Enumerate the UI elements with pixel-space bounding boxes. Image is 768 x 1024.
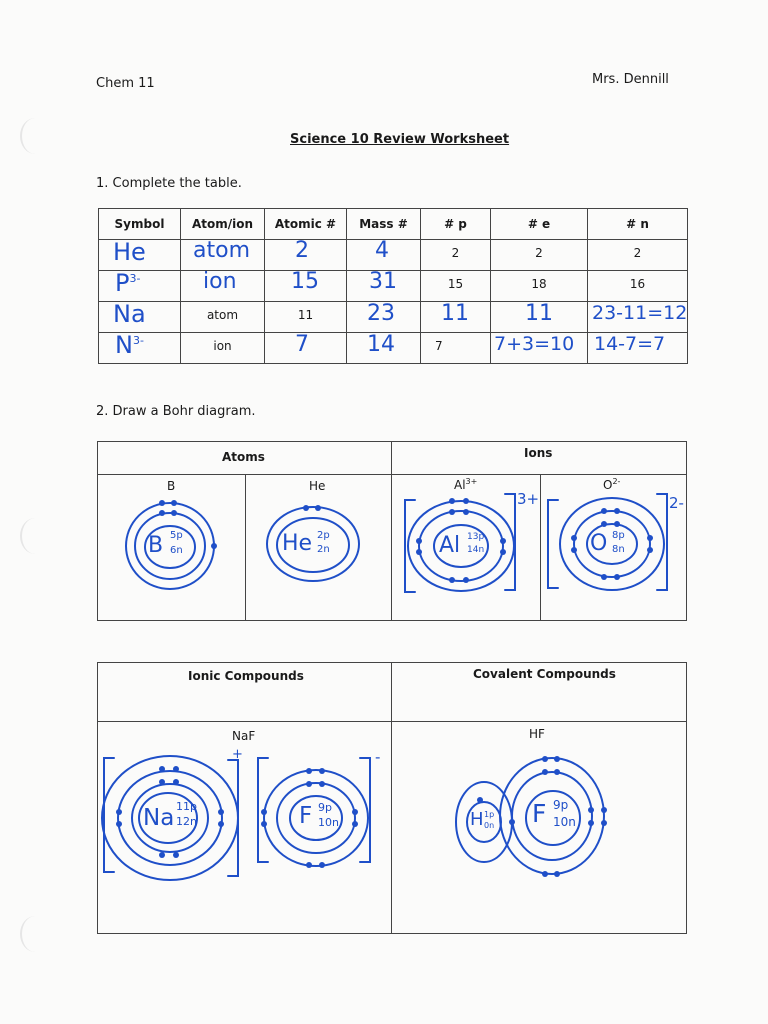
electron-dot: [463, 498, 469, 504]
electron-dot: [449, 509, 455, 515]
ionic-compounds-header: Ionic Compounds: [188, 669, 304, 683]
atomic-value: 11: [297, 308, 314, 322]
boron-neutrons: 6n: [170, 545, 183, 556]
oxide-charge: 2-: [669, 494, 684, 512]
covalent-compounds-header: Covalent Compounds: [473, 667, 616, 681]
handwritten-neutrons: 23-11=12: [592, 302, 688, 324]
electron-dot: [211, 543, 217, 549]
electron-dot: [218, 809, 224, 815]
question-2-prompt: 2. Draw a Bohr diagram.: [96, 404, 256, 419]
electron-dot: [571, 547, 577, 553]
column-header: # n: [588, 209, 688, 240]
electron-dot: [614, 508, 620, 514]
electron-dot: [588, 820, 594, 826]
electron-dot: [614, 521, 620, 527]
electrons-value: 18: [531, 277, 547, 291]
handwritten-atom-ion: atom: [193, 238, 250, 263]
electron-dot: [500, 538, 506, 544]
electron-dot: [571, 535, 577, 541]
sodium-protons: 11p: [176, 800, 197, 813]
protons-value: 15: [447, 277, 464, 291]
helium-bohr-diagram: [267, 507, 359, 581]
electron-dot: [173, 779, 179, 785]
electron-dot: [303, 505, 309, 511]
handwritten-electrons: 11: [525, 301, 553, 326]
electron-dot: [261, 809, 267, 815]
electron-dot: [171, 500, 177, 506]
handwritten-electrons: 7+3=10: [494, 333, 575, 355]
electron-dot: [352, 809, 358, 815]
oxide-protons: 8p: [612, 530, 625, 541]
electron-dot: [449, 498, 455, 504]
helium-nucleus-symbol: He: [282, 531, 313, 556]
electron-dot: [319, 781, 325, 787]
neutrons-value: 2: [633, 246, 642, 260]
hydrogen-neutrons: 0n: [484, 821, 495, 830]
fluoride-nucleus-symbol: F: [299, 803, 313, 829]
helium-label: He: [309, 479, 326, 493]
electron-dot: [416, 549, 422, 555]
electrons-value: 2: [535, 246, 543, 260]
electron-dot: [647, 547, 653, 553]
sodium-nucleus-symbol: Na: [143, 805, 175, 831]
column-header: Mass #: [347, 209, 421, 240]
electron-dot: [500, 549, 506, 555]
electron-dot: [319, 768, 325, 774]
electron-dot: [352, 821, 358, 827]
oxide-left-bracket: [548, 500, 558, 588]
electron-dot: [601, 508, 607, 514]
aluminum-left-bracket: [405, 500, 415, 592]
sodium-neutrons: 12n: [176, 815, 197, 828]
electron-dot: [159, 852, 165, 858]
handwritten-atomic: 2: [295, 238, 309, 263]
fluorine-bohr-diagram: [500, 758, 604, 874]
fluorine-protons: 9p: [553, 798, 569, 812]
column-header: # e: [491, 209, 588, 240]
question-1-prompt: 1. Complete the table.: [96, 176, 242, 191]
boron-label: B: [167, 479, 176, 493]
aluminum-ion-label: $Al^{3+}$: [454, 477, 478, 492]
worksheet-title: Science 10 Review Worksheet: [290, 132, 510, 147]
handwritten-symbol: Na: [113, 300, 146, 328]
electron-dot: [554, 756, 560, 762]
aluminum-neutrons: 14n: [467, 545, 485, 555]
oxide-ion-label: $O^{2-}$: [603, 477, 621, 492]
electron-dot: [261, 821, 267, 827]
electron-dot: [116, 809, 122, 815]
fluoride-orbit-outer: [264, 770, 368, 866]
electron-dot: [542, 756, 548, 762]
electron-dot: [171, 510, 177, 516]
handwritten-atomic: 15: [291, 269, 319, 294]
electron-dot: [173, 852, 179, 858]
handwritten-neutrons: 14-7=7: [594, 333, 666, 355]
handwritten-symbol: $N^{3-}$: [115, 331, 144, 359]
electron-dot: [601, 807, 607, 813]
teacher-name: Mrs. Dennill: [592, 72, 669, 87]
electron-dot: [542, 871, 548, 877]
electron-dot: [159, 779, 165, 785]
sodium-charge: +: [232, 747, 243, 762]
handwritten-mass: 23: [367, 301, 395, 326]
electron-dot: [601, 574, 607, 580]
neutrons-value: 16: [629, 277, 646, 291]
electron-dot: [218, 821, 224, 827]
electron-dot: [509, 819, 515, 825]
electron-dot: [116, 821, 122, 827]
boron-protons: 5p: [170, 530, 183, 541]
fluorine-orbit-outer: [500, 758, 604, 874]
boron-nucleus-symbol: B: [148, 533, 164, 558]
electron-dot: [463, 509, 469, 515]
fluoride-right-bracket: [360, 758, 370, 862]
electron-dot: [554, 871, 560, 877]
handwritten-protons: 11: [441, 301, 469, 326]
course-name: Chem 11: [96, 76, 155, 91]
column-header: # p: [421, 209, 491, 240]
aluminum-protons: 13p: [467, 532, 485, 542]
electron-dot: [554, 769, 560, 775]
fluoride-neutrons: 10n: [318, 816, 339, 829]
fluoride-orbit-inner: [277, 783, 355, 853]
handwritten-symbol: He: [113, 238, 146, 266]
protons-value: 7: [435, 339, 443, 353]
electron-dot: [173, 766, 179, 772]
electron-dot: [647, 535, 653, 541]
oxide-ion-bohr-diagram: [548, 494, 667, 590]
electron-dot: [542, 769, 548, 775]
column-header: Symbol: [99, 209, 181, 240]
protons-value: 2: [451, 246, 460, 260]
fluoride-charge: -: [375, 748, 381, 766]
atom-ion-value: ion: [213, 339, 232, 353]
electron-dot: [614, 574, 620, 580]
electron-dot: [159, 500, 165, 506]
helium-protons: 2p: [317, 530, 330, 541]
oxide-neutrons: 8n: [612, 544, 625, 555]
aluminum-charge: 3+: [517, 490, 540, 508]
column-header: Atomic #: [265, 209, 347, 240]
fluorine-neutrons: 10n: [553, 815, 576, 829]
atom-ion-value: atom: [206, 308, 239, 322]
symbol-charge: 3-: [129, 272, 141, 285]
sodium-right-bracket: [228, 760, 238, 876]
symbol-charge: 3-: [132, 334, 144, 347]
electron-dot: [306, 781, 312, 787]
naf-label: NaF: [232, 729, 256, 743]
handwritten-symbol: $P^{3-}$: [115, 269, 141, 297]
electron-dot: [306, 768, 312, 774]
handwritten-atom-ion: ion: [203, 269, 237, 294]
handwritten-mass: 14: [367, 332, 395, 357]
handwritten-mass: 31: [369, 269, 397, 294]
handwritten-mass: 4: [375, 238, 389, 263]
electron-dot: [416, 538, 422, 544]
handwritten-atomic: 7: [295, 332, 309, 357]
electron-dot: [306, 862, 312, 868]
hf-label: HF: [529, 727, 545, 741]
hydrogen-protons: 1p: [484, 810, 495, 819]
aluminum-nucleus-symbol: Al: [439, 533, 461, 558]
electron-dot: [601, 820, 607, 826]
electron-dot: [449, 577, 455, 583]
oxide-right-bracket: [657, 494, 667, 590]
electron-dot: [477, 797, 483, 803]
ions-header: Ions: [524, 446, 553, 460]
electron-dot: [463, 577, 469, 583]
electron-dot: [159, 510, 165, 516]
aluminum-orbit-inner: [419, 511, 503, 581]
electron-dot: [315, 505, 321, 511]
fluoride-protons: 9p: [318, 801, 332, 814]
atoms-header: Atoms: [222, 450, 265, 464]
oxide-nucleus-symbol: O: [590, 531, 608, 556]
electron-dot: [601, 521, 607, 527]
column-header: Atom/ion: [181, 209, 265, 240]
helium-neutrons: 2n: [317, 544, 330, 555]
fluorine-nucleus-symbol: F: [532, 799, 547, 828]
electron-dot: [159, 766, 165, 772]
aluminum-orbit-outer: [408, 501, 514, 591]
hydrogen-nucleus-symbol: H: [470, 809, 484, 830]
sodium-left-bracket: [104, 758, 114, 872]
electron-dot: [588, 807, 594, 813]
electron-dot: [319, 862, 325, 868]
